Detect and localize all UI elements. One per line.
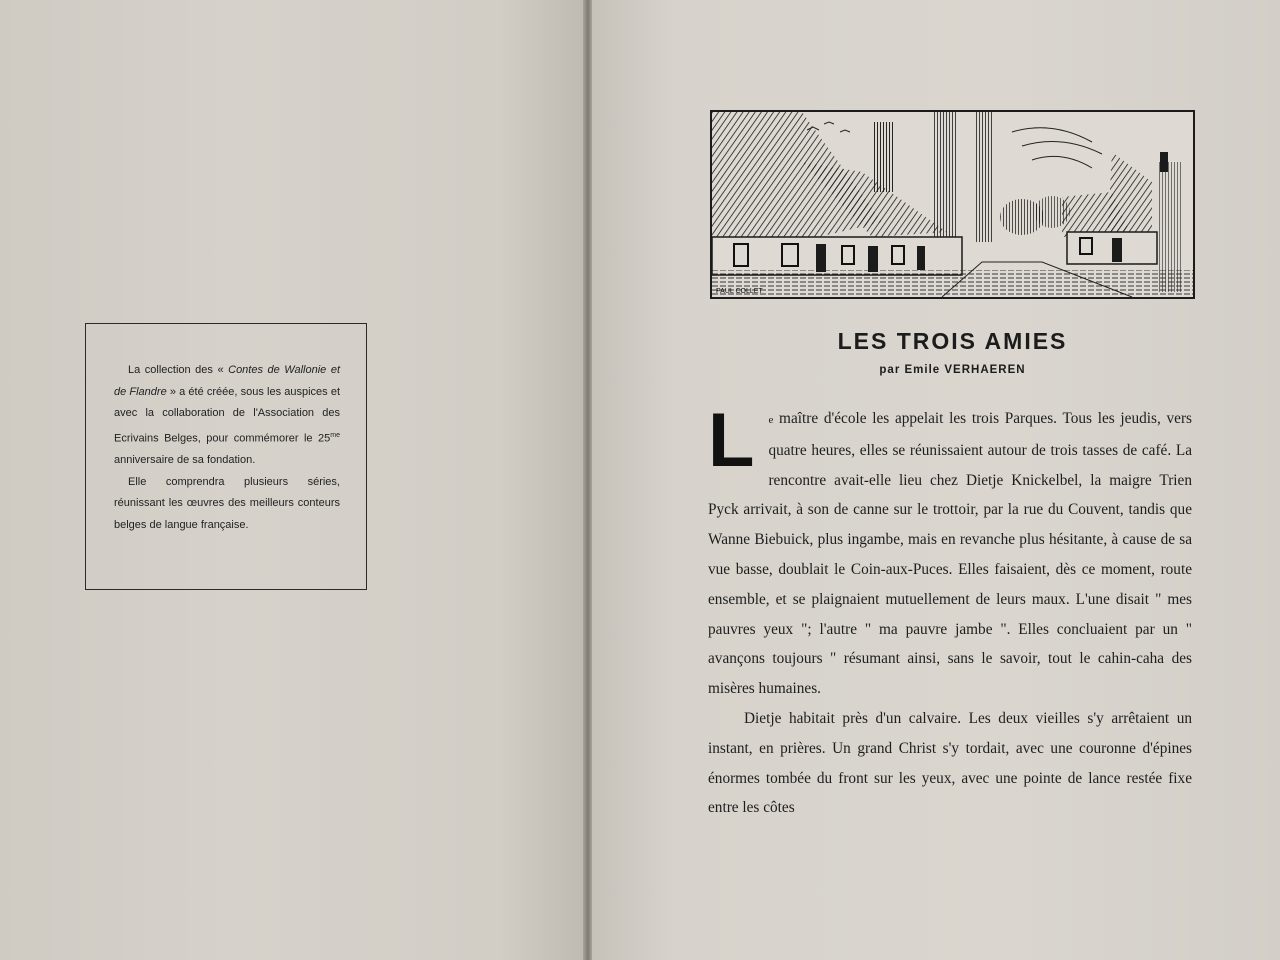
notice-paragraph-1: La collection des « Contes de Wallonie et de Flandre » a été créée, sous les auspices et avec la collaboration de l'Association des Ecrivains Belges, pour commémorer le $25^{me}$ anniversaire de sa fondation.: [114, 364, 340, 467]
collection-name: Contes de Wallonie et de Flandre: [114, 364, 340, 398]
collection-notice: [114, 360, 340, 536]
story-text: [708, 398, 1192, 823]
story-byline: par Emile VERHAEREN: [879, 364, 1026, 376]
story-paragraph-1: L e maître d'école les appelait les trois Parques. Tous les jeudis, vers quatre heures, elles se réunissaient autour de trois tasses de café. La rencontre avait-elle lieu chez Dietje Knickelbel, la maigre Trien Pyck arrivait, à son de canne sur le trottoir, par la rue du Couvent, tandis que Wanne Biebuick, plus ingambe, mais en revanche plus hésitante, à cause de sa vue basse, doublait le Coin-aux-Puces. Elles faisaient, dès ce moment, route ensemble, et se plaignaient mutuellement de leurs maux. L'une disait " mes pauvres yeux "; l'autre " ma pauvre jambe ". Elles concluaient par un " avançons toujours " résumant ainsi, sans le savoir, tout le cahin-caha des misères humaines.: [708, 398, 1192, 698]
street-illustration: [710, 110, 1195, 299]
story-paragraph-2: Dietje habitait près d'un calvaire. Les deux vieilles s'y arrêtaient un instant, en prières. Un grand Christ s'y tordait, avec une couronne d'épines énormes tombée du front sur les yeux, avec une pointe de lance restée fixe entre les côtes: [708, 709, 1192, 817]
notice-paragraph-2: Elle comprendra plusieurs séries, réunissant les œuvres des meilleurs conteurs belges de langue française.: [114, 475, 340, 531]
drop-cap: L: [708, 398, 755, 483]
story-title: LES TROIS AMIES: [837, 328, 1068, 354]
illustration-signature: PAUL COLLET: [716, 288, 763, 295]
